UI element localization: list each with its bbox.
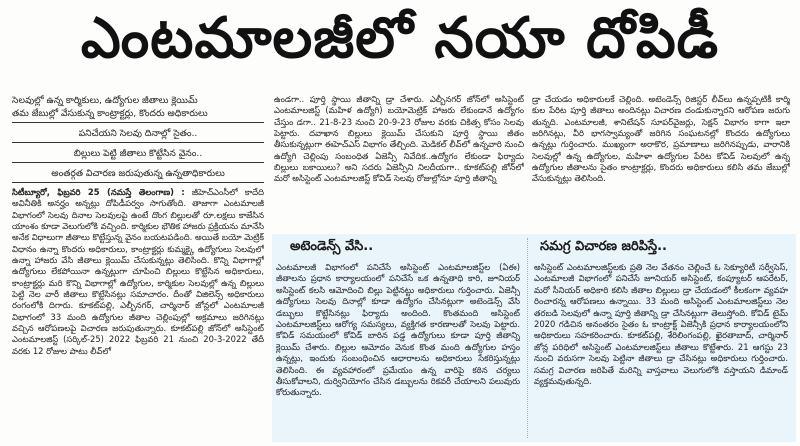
lede-divider [12,142,264,143]
subhead-attendance: అటెండెన్స్ వేసి.. [290,239,374,254]
column-2 [274,94,524,230]
box-column-right [534,262,788,438]
column-1-text: జీహెచ్ఎంసీలో కాదేది అవినీతికి అనర్హం అన్నట్లు దోపిడీపర్వం సాగుతోంది. తాజాగా ఎంటమాలజీ విభాగంలో సెలవు దినాల సెలవులపై ఉంటే దొంగ బిల్లులతో రూ.లక్షలు కాజేసిన యాంశం కూడా వెలుగులోకి వచ్చింది. కార్మికుల భౌతిక హాజరు ప్రక్రియను మానేసి అనేక విధాలుగా జీతాలు కొట్టేస్తున్న వైనం బయటపడింది. అయితే బయో మెట్రిక్ విధానం ఉన్నా కొందరు అధికారులు, కాంట్రాక్టర్లు కుమ్మక్కై ఉద్యోగులు సెలవులో ఉన్నా హాజరు వేసి జీతాలు క్లెయిమ్ చేసుకున్నట్లు తెలిసింది. కొన్ని విభాగాల్లో ఉద్యోగులు లేకపోయినా ఉన్నట్లుగా చూపించి బిల్లులు కొట్టేసిన అధికారులు, కాంట్రాక్టర్లు మరి కొన్ని విభాగాల్లో ఉద్యోగుల, కార్మికుల సెలవుల్లో ఉన్న బిల్లులు పెట్టి నెల వారీ జీతాలు కొట్టేసినట్లు సమాచారం. దీంతో విజిలెన్స్ అధికారులు రంగంలోకి దిగారు. కూకట్‌పల్లి, ఎల్బీనగర్, చార్మినార్ జోన్లలో ఎంటమాలజీ విభాగంలో 33 మంది ఉద్యోగుల జీతాల చెల్లింపుల్లో అక్రమాలు జరిగినట్లు వచ్చిన ఆరోపణలపై విచారణ జరుపుతున్నారు. కూకట్‌పల్లి జోన్‌లో అసిస్టెంట్ ఎంటమాలజిస్ట్ (సర్కిల్-25) 2022 ఫిబ్రవరి 21 నుంచి 20-3-2022 తేదీ వరకు 12 రోజుల పాటు లీవ్‌లో [12,187,264,356]
lede-divider [12,162,264,163]
lede-block [12,94,264,183]
lede-line-5: అంతర్గత విచారణ జరుపుతున్న ఉన్నతాధికారులు [51,168,225,179]
article-paragraph [12,187,264,357]
column-3-text: డ్రా చేయడం అధికారులకే చెల్లింది. అటెండెన్స్ రిజిస్టర్ లీవ్‌లు ఉన్నప్పటికీ కార్మి కుల పేరిట పూర్తి జీతాలు అందినట్లు విచారణ దండుకున్నారని ఆరోపణ జరుగు తున్నది. ఎంటమాలజీ, శానిటేషన్ సూపర్‌వైజర్లు, సెక్షన్ విభాగం కాగా ఇలా జరిగినట్లు, వీరి భాగస్వామ్యంతో జరిగిన సంఘటనల్లో కొందరు ఉద్యోగులు ఉన్నట్లు గుర్తించారు. ముఖ్యంగా అరాకొర, ప్రమాణాలు జరిగినప్పుడు, వారానికి సెలవుల్లో ఉన్న ఉద్యోగుల, మహిళా ఉద్యోగుల పేరిట కోవిడ్ సెలవులో ఉన్న ఉద్యోగుల జీతాలను సైతం కాంట్రాక్టర్లు, కొందరు అధికారులు కలిసి తమ జేబుల్లో వేసుకున్నట్లు తెలిసింది. [532,94,790,184]
lede-line-3: పనిచేయని సెలవు దినాల్లో సైతం.. [78,128,198,139]
lede-divider [12,182,264,183]
headline: ఎంటమాలజీలో నయా దోపిడీ [80,5,720,71]
lede-line-1: సెలవుల్లో ఉన్న కార్మికులు, ఉద్యోగుల జీతాలు క్లెయిమ్ [12,95,198,106]
column-3 [532,94,790,230]
column-1 [12,94,264,442]
box-column-left [276,262,520,438]
box-right-text: అసిస్టెంట్ ఎంటమాలజిస్ట్‌లకు ప్రతి నెల వేతనం చెల్లించే ఓ సెక్యూరిటీ సర్వీసెస్, ఎంటమాలజీ విభాగంలో పనిచేసే జూనియర్ అసిస్టెంట్, కంప్యూటర్ ఆపరేటర్, మరో సీనియర్ అధికారి కలిసి జీతాల బిల్లులు డ్రా చేయడంలో కీలకంగా వ్యవహ రించారన్న ఆరోపణలు ఉన్నాయి. 33 మంది అసిస్టెంట్ ఎంటమాలజిస్ట్‌లు నెల తరబడి సెలవులో ఉన్నా పూర్తి జీతాన్ని డ్రా చేసినట్లుగా తెలుస్తోంది. కోవిడ్ టైమ్ 2020 గడిచిన అనంతరం సైతం ఓ కాంట్రాక్ట్ ఏజెన్సీకి ప్రధాన కార్యాలయంలోని అధికారులు సహకరించారు. కూకట్‌పల్లి, శేరిలింగంపల్లి, ఖైరతాబాద్, చార్మినార్ జోన్ల పరిధిలో అసిస్టెంట్ ఎంటమాలజిస్ట్‌లు జీతాలు కొట్టేశారు. 21 ఆగస్టు 23 నుంచి వరుసగా సెలవు పెట్టినా జీతాలు డ్రా చేసినట్లు అధికారులు గుర్తించారు. సమగ్ర విచారణ జరిపితే మరిన్ని వాస్తవాలు వెలుగులోకి వస్తాయని డిమాండ్ వ్యక్తమవుతున్నది. [534,262,788,387]
box-left-text: ఎంటమాలజీ విభాగంలో పనిచేసే అసిస్టెంట్ ఎంటమాలజిస్ట్‌ల (ఏఈ) జీతాలను ప్రధాన కార్యాలయంలో పనిచేసే ఒక ఉన్నతాధి కారి, జూనియర్ అసిస్టెంట్ కలసి ఆమోదించి బిల్లు పెట్టినట్టు అధికారులు గుర్తించారు. ఏజెన్సీ ఉద్యోగులు సెలవు దినాల్లో కూడా ఉద్యోగం చేసినట్లుగా అటెండెన్స్ వేసి డబ్బులు కొట్టేసినట్లు ఫిర్యాదు అందింది. కొంతమంది అసిస్టెంట్ ఎంటమాలజిస్ట్‌లు ఆరోగ్య సమస్యలు, వ్యక్తిగత కారణాలతో సెలవు పెట్టారు. కోవిడ్ సమయంలో కోవిడ్ బారిన పడ్డ ఉద్యోగులు కూడా పూర్తి జీతాన్ని క్లెయిమ్ చేశారు. బిల్లుల ఆమోదం వెనుక కొంత మంది ఉద్యోగుల హస్తం ఉన్నట్లు, ఇందుకు సంబంధించిన ఆధారాలను అధికారులు సేకరిస్తున్నట్లు తెలిసింది. ఈ వ్యవహారంలో ప్రమేయం ఉన్న వారిపై కఠిన చర్యలు తీసుకోవాలని, దుర్వినియోగం చేసిన డబ్బులను రికవరీ చేయాలని పలువురు కోరుతున్నారు. [276,262,520,398]
dateline: సిటీబ్యూరో, ఫిబ్రవరి 25 (నమస్తే తెలంగాణ) : [12,187,185,197]
box-divider [527,238,528,438]
lede-line-4: బిల్లులు పెట్టి జీతాలు కొట్టేసిన వైనం.. [73,148,203,159]
lede-line-2: తమ జేబుల్లో వేసుకున్న కాంట్రాక్టర్లు, కొందరు అధికారులు [12,108,208,119]
lede-divider [12,122,264,123]
column-2-text: ఉండగా.. పూర్తి స్థాయి జీతాన్ని డ్రా చేశారు. ఎల్బీనగర్ జోన్‌లో అసిస్టెంట్ ఎంటమాలజిస్ట్ (మహిళ ఉద్యోగి) బయోమెట్రిక్ హాజరు లేకుండానే ఉద్యోగం చేస్తుం డగా.. 21-8-23 నుంచి 20-9-23 రోజుల వరకు చికిత్స కోసం సెలవు పెట్టారు. దవాఖాన బిల్లులు క్లెయిమ్ చేసుకుని పూర్తి స్థాయి జీతం తీసుకున్నట్లుగా ఈహెచ్ఎస్ విభాగం తేల్చింది. మెడికల్ లీవ్‌లో ఉన్నవారి నుంచి ఉద్యోగి చెల్లింపు సంబంధిత ఏజెన్సీ నివేదిక..ఉద్యోగం లేకుండా ఫిర్యాదు బిల్లులు బకాయిలు? అని సదరు ఏజెన్సీని నిలదీయగా.. కూకట్‌పల్లి జోన్‌లో మరో అసిస్టెంట్ ఎంటమాలజిస్ట్ కోవిడ్ సెలవు రోజుల్లోనూ పూర్తి జీతాన్ని [274,94,524,184]
subhead-inquiry: సమగ్ర విచారణ జరిపిస్తే.. [540,239,667,254]
